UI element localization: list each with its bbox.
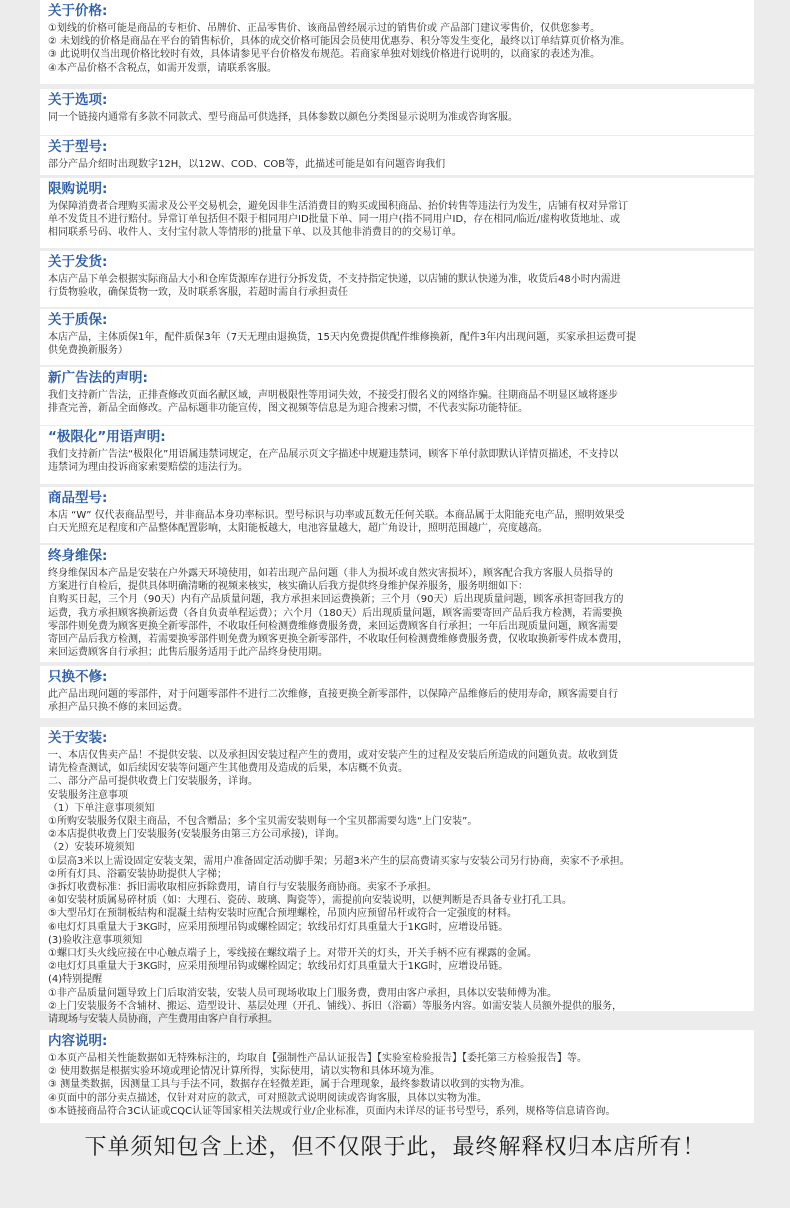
section-line: ③拆灯收费标准：拆旧需收取相应拆除费用，请自行与安装服务商协商。卖家不予承担。: [48, 882, 437, 894]
section-line: 方案进行自检后，提供具体明确清晰的视频来核实，核实确认后我方提供终身维护保养服务，服务明细如下：: [48, 581, 528, 593]
section-body: [48, 111, 746, 124]
section-line: 供免费换新服务）: [48, 345, 128, 357]
section-line: ④页面中的部分卖点描述，仅针对对应的款式，可对照款式说明阅读或咨询客服，具体以实物为准。: [48, 1092, 487, 1104]
section-line: 安装服务注意事项: [48, 789, 128, 801]
section-line: ②上门安装服务不含辅材、搬运、造型设计、基层处理（开孔、铺线）、拆旧（浴霸）等服务内容。如需安装人员额外提供的服务，: [48, 1000, 622, 1012]
section-line: 违禁词为理由投诉商家索要赔偿的违法行为。: [48, 462, 248, 474]
section-line: ③ 测量类数据，因测量工具与手法不同，数据存在轻微差距，属于合理现象，最终参数请以收到的实物为准。: [48, 1079, 531, 1091]
section-title: 新广告法的声明:: [48, 370, 148, 386]
section-title: 关于型号:: [48, 139, 108, 155]
section-line: 排查完善，新品全面修改。产品标题非功能宣传，图文视频等信息是为迎合搜索习惯，不代表实际功能特征。: [48, 403, 528, 415]
section-line: ①所购安装服务仅限主商品，不包含赠品；多个宝贝需安装则每一个宝贝都需要勾选“上门安装”。: [48, 816, 478, 828]
section-line: （1）下单注意事项须知: [48, 802, 155, 814]
section-line: ①非产品质量问题导致上门后取消安装，安装人员可现场收取上门服务费，费用由客户承担，具体以安装师傅为准。: [48, 987, 557, 999]
section-line: (3)验收注意事项须知: [48, 934, 143, 946]
section-line: 我们支持新广告法“极限化”用语属违禁词规定，在产品展示页文字描述中规避违禁词，顾客下单付款即默认详情页描述，不支持以: [48, 449, 619, 460]
section-line: ①本页产品相关性能数据如无特殊标注的，均取自【强制性产品认证报告】【实验室检验报告】【委托第三方检验报告】等。: [48, 1053, 587, 1064]
section-title: 关于价格:: [48, 3, 108, 19]
section-line: 寄回产品后我方检测，若需要换零部件则免费为顾客更换全新零部件，不收取任何检测费维修费服务费，仅收取换新零件成本费用，: [48, 634, 628, 646]
section-line: ②所有灯具、浴霸安装协助提供人字梯；: [48, 868, 227, 880]
section-line: 白天光照充足程度和产品整体配置影响，太阳能板越大，电池容量越大，超广角设计，照明范围越广，亮度越高。: [48, 523, 548, 535]
section-line: 零部件则免费为顾客更换全新零部件，不收取任何检测费维修费服务费，来回运费顾客自行承担；一年后出现质量问题，顾客需要: [48, 620, 618, 632]
section-card: [40, 0, 754, 84]
section-line: 请先检查测试，如后续因安装等问题产生其他费用及造成的后果，本店概不负责。: [48, 763, 408, 775]
section-title: 商品型号:: [48, 490, 108, 506]
section-line: ⑤大型吊灯在预制板结构和混凝土结构安装时应配合预埋螺栓，吊顶内应预留吊杆或符合一定强度的材料。: [48, 908, 517, 920]
section-card: [40, 251, 754, 307]
section-line: ③ 此说明仅当出现价格比较时有效，具体请参见平台价格发布规范。若商家单独对划线价格进行说明的，以商家的表述为准。: [48, 49, 601, 61]
footer-statement: 下单须知包含上述，但不仅限于此，最终解释权归本店所有！: [84, 1135, 706, 1160]
section-card: [40, 727, 754, 1026]
section-card: [40, 545, 754, 662]
section-line: 行货物验收，确保货物一致，及时联系客服，若超时需自行承担责任: [48, 287, 348, 299]
section-title: 只换不修:: [48, 669, 108, 685]
section-title: 关于质保:: [48, 312, 108, 328]
section-body: [48, 509, 746, 535]
section-line: 本店 “W” 仅代表商品型号，并非商品本身功率标识。型号标识与功率或瓦数无任何关联。本商品属于太阳能充电产品，照明效果受: [48, 510, 625, 521]
section-body: [48, 749, 746, 1026]
section-card: [40, 309, 754, 365]
section-card: [40, 367, 754, 425]
section-line: 本店产品下单会根据实际商品大小和仓库货源库存进行分拆发货，不支持指定快递，以店铺的默认快递为准，收货后48小时内需进: [48, 274, 621, 285]
section-line: 请现场与安装人员协商，产生费用由客户自行承担。: [48, 1014, 278, 1026]
section-title: 关于选项:: [48, 92, 108, 108]
section-body: [48, 200, 746, 240]
section-body: [48, 158, 746, 171]
section-card: [40, 136, 754, 175]
section-title: 限购说明:: [48, 181, 108, 197]
section-line: 本店产品，主体质保1年，配件质保3年（7天无理由退换货，15天内免费提供配件维修换新，配件3年内出现问题，买家承担运费可提: [48, 332, 637, 343]
section-card: [40, 487, 754, 543]
section-line: ② 使用数据是根据实验环境或理论情况计算所得，实际使用，请以实物和具体环境为准。: [48, 1066, 441, 1078]
section-line: 相同联系号码、收件人、支付宝付款人等情形的)批量下单、以及其他非消费目的的交易订单。: [48, 227, 462, 239]
section-body: [48, 688, 746, 714]
section-line: 终身维保因本产品是安装在户外露天环境使用，如若出现产品问题（非人为损坏或自然灾害损坏），顾客配合我方客服人员指导的: [48, 568, 613, 579]
section-title: “极限化”用语声明:: [48, 429, 166, 445]
section-line: ④本产品价格不含税点，如需开发票，请联系客服。: [48, 62, 277, 74]
section-line: ②本店提供收费上门安装服务(安装服务由第三方公司承接)，详询。: [48, 829, 345, 841]
section-line: (4)特别提醒: [48, 974, 103, 986]
section-line: 单不发货且不进行赔付。异常订单包括但不限于相同用户ID批量下单、同一用户(指不同用户ID，存在相同/临近/虚构收货地址、或: [48, 214, 620, 226]
section-line: 我们支持新广告法，正排查修改页面名献区域，声明极限性等用词失效，不接受打假名义的网络诈骗。往期商品不明显区域将逐步: [48, 390, 618, 401]
section-line: 二、部分产品可提供收费上门安装服务，详询。: [48, 776, 258, 788]
section-line: 为保障消费者合理购买需求及公平交易机会，避免因非生活消费目的购买或囤积商品、抬价转售等违法行为发生，店铺有权对异常订: [48, 201, 628, 212]
section-title: 内容说明:: [48, 1033, 108, 1049]
section-line: ② 未划线的价格是商品在平台的销售标价，具体的成交价格可能因会员使用优惠券、积分等发生变化，最终以订单结算页价格为准。: [48, 36, 631, 48]
section-line: ④如安装材质属易碎材质（如：大理石、瓷砖、玻璃、陶瓷等），需提前向安装说明，以便判断是否具备专业打孔工具。: [48, 895, 572, 907]
section-body: [48, 448, 746, 474]
section-line: ①划线的价格可能是商品的专柜价、吊牌价、正品零售价、该商品曾经展示过的销售价或 产品部门建议零售价，仅供您参考。: [48, 23, 601, 34]
section-body: [48, 1052, 746, 1118]
section-title: 关于安装:: [48, 730, 108, 746]
section-body: [48, 331, 746, 357]
section-line: 来回运费顾客自行承担；此售后服务适用于此产品终身使用期。: [48, 647, 328, 659]
section-body: [48, 22, 746, 75]
section-card: [40, 1030, 754, 1123]
section-line: ⑥电灯灯具重量大于3KG时，应采用预埋吊钩或螺栓固定；软线吊灯灯具重量大于1KG时，应增设吊链。: [48, 921, 509, 933]
section-card: [40, 178, 754, 248]
section-line: 部分产品介绍时出现数字12H，以12W、COD、COB等，此描述可能是如有问题咨询我们: [48, 159, 446, 170]
section-line: 运费，我方承担顾客换新运费（各自负责单程运费）；六个月（180天）后出现质量问题，顾客需要寄回产品后我方检测，若需要换: [48, 607, 623, 619]
section-line: ①层高3米以上需设固定安装支架，需用户准备固定活动脚手架；另超3米产生的层高费请买家与安装公司另行协商，卖家不予承担。: [48, 855, 630, 867]
section-card: [40, 666, 754, 718]
section-card: [40, 426, 754, 484]
section-line: ⑤本链接商品符合3C认证或CQC认证等国家相关法规或行业/企业标准，页面内未详尽的证书号型号，系列，规格等信息请咨询。: [48, 1105, 616, 1117]
section-body: [48, 273, 746, 299]
section-line: ②电灯灯具重量大于3KG时，应采用预埋吊钩或螺栓固定；软线吊灯灯具重量大于1KG时，应增设吊链。: [48, 961, 509, 973]
section-line: 此产品出现问题的零部件，对于问题零部件不进行二次维修，直接更换全新零部件，以保障产品维修后的使用寿命，顾客需要自行: [48, 689, 618, 700]
section-title: 关于发货:: [48, 254, 108, 270]
section-line: （2）安装环境须知: [48, 842, 135, 854]
section-title: 终身维保:: [48, 548, 108, 564]
section-line: ①螺口灯头火线应接在中心触点端子上，零线接在螺纹端子上。对带开关的灯头，开关手柄不应有裸露的金属。: [48, 948, 537, 960]
section-line: 自购买日起，三个月（90天）内有产品质量问题，我方承担来回运费换新；三个月（90天）后出现质量问题，顾客承担寄回我方的: [48, 594, 624, 606]
section-body: [48, 389, 746, 415]
section-line: 一、本店仅售卖产品！不提供安装、以及承担因安装过程产生的费用，或对安装产生的过程及安装后所造成的问题负责。故收到货: [48, 750, 618, 761]
section-line: 承担产品只换不修的来回运费。: [48, 702, 188, 714]
section-card: [40, 89, 754, 135]
section-body: [48, 567, 746, 659]
section-line: 同一个链接内通常有多款不同款式、型号商品可供选择，具体参数以颜色分类图显示说明为准或咨询客服。: [48, 112, 518, 123]
